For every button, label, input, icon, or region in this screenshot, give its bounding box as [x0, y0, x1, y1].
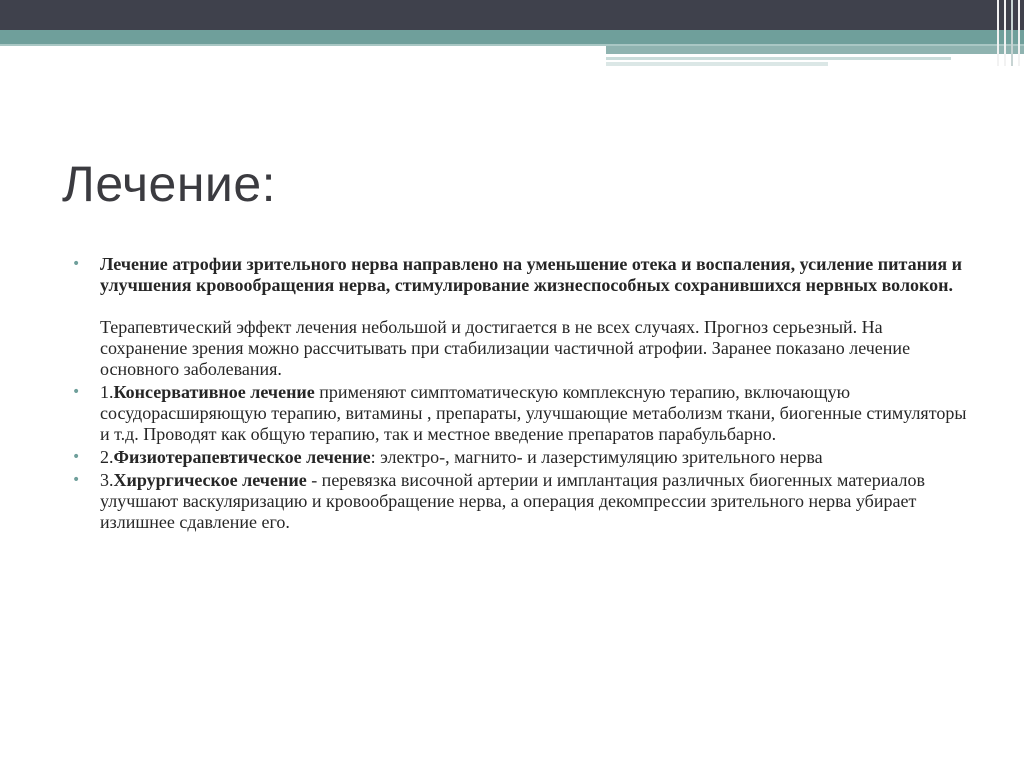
header-banner-teal	[0, 30, 1024, 44]
header-vertical-line	[1004, 0, 1006, 66]
item-bold-text: Хирургическое лечение	[113, 470, 307, 490]
bullet-dot-icon: •	[72, 472, 81, 488]
item-text: : электро-, магнито- и лазерстимуляцию зрительного нерва	[370, 447, 823, 467]
list-item	[72, 447, 972, 468]
header-accent-line	[606, 57, 951, 60]
header-vertical-line	[1011, 0, 1013, 66]
list-item	[72, 470, 972, 533]
list-item	[72, 254, 972, 380]
slide-title: Лечение:	[62, 156, 277, 212]
item-number: 3.	[100, 470, 114, 490]
list-item	[72, 382, 972, 445]
bullet-list	[72, 254, 972, 535]
item-text: - перевязка височной артерии и имплантация различных биогенных материалов улучшают васкуляризацию и кровообращение нерва, а операция декомпрессии зрительного нерва убирает излишнее сдавление его.	[100, 470, 925, 532]
item-number: 2.	[100, 447, 114, 467]
bullet-dot-icon: •	[72, 256, 81, 272]
item-bold-text: Физиотерапевтическое лечение	[113, 447, 371, 467]
item-bold-text: Лечение атрофии зрительного нерва направлено на уменьшение отека и воспаления, усиление питания и улучшения кровообращения нерва, стимулирование жизнеспособных сохранившихся нервных волокон.	[100, 254, 962, 295]
header-vertical-line	[1018, 0, 1020, 66]
item-note: Терапевтический эффект лечения небольшой и достигается в не всех случаях. Прогноз серьезный. На сохранение зрения можно рассчитывать при стабилизации частичной атрофии. Заранее показано лечение основного заболевания.	[100, 317, 911, 379]
header-banner-dark	[0, 0, 1024, 30]
item-number: 1.	[100, 382, 114, 402]
header-accent-bar	[606, 46, 1024, 54]
bullet-dot-icon: •	[72, 384, 81, 400]
bullet-dot-icon: •	[72, 449, 81, 465]
item-text: применяют симптоматическую комплексную терапию, включающую сосудорасширяющую терапию, витамины , препараты, улучшающие метаболизм ткани, биогенные стимуляторы и т.д. Проводят как общую терапию, так и местное введение препаратов парабульбарно.	[100, 382, 967, 444]
header-vertical-line	[997, 0, 999, 66]
header-accent-line-short	[606, 62, 828, 66]
item-bold-text: Консервативное лечение	[113, 382, 315, 402]
